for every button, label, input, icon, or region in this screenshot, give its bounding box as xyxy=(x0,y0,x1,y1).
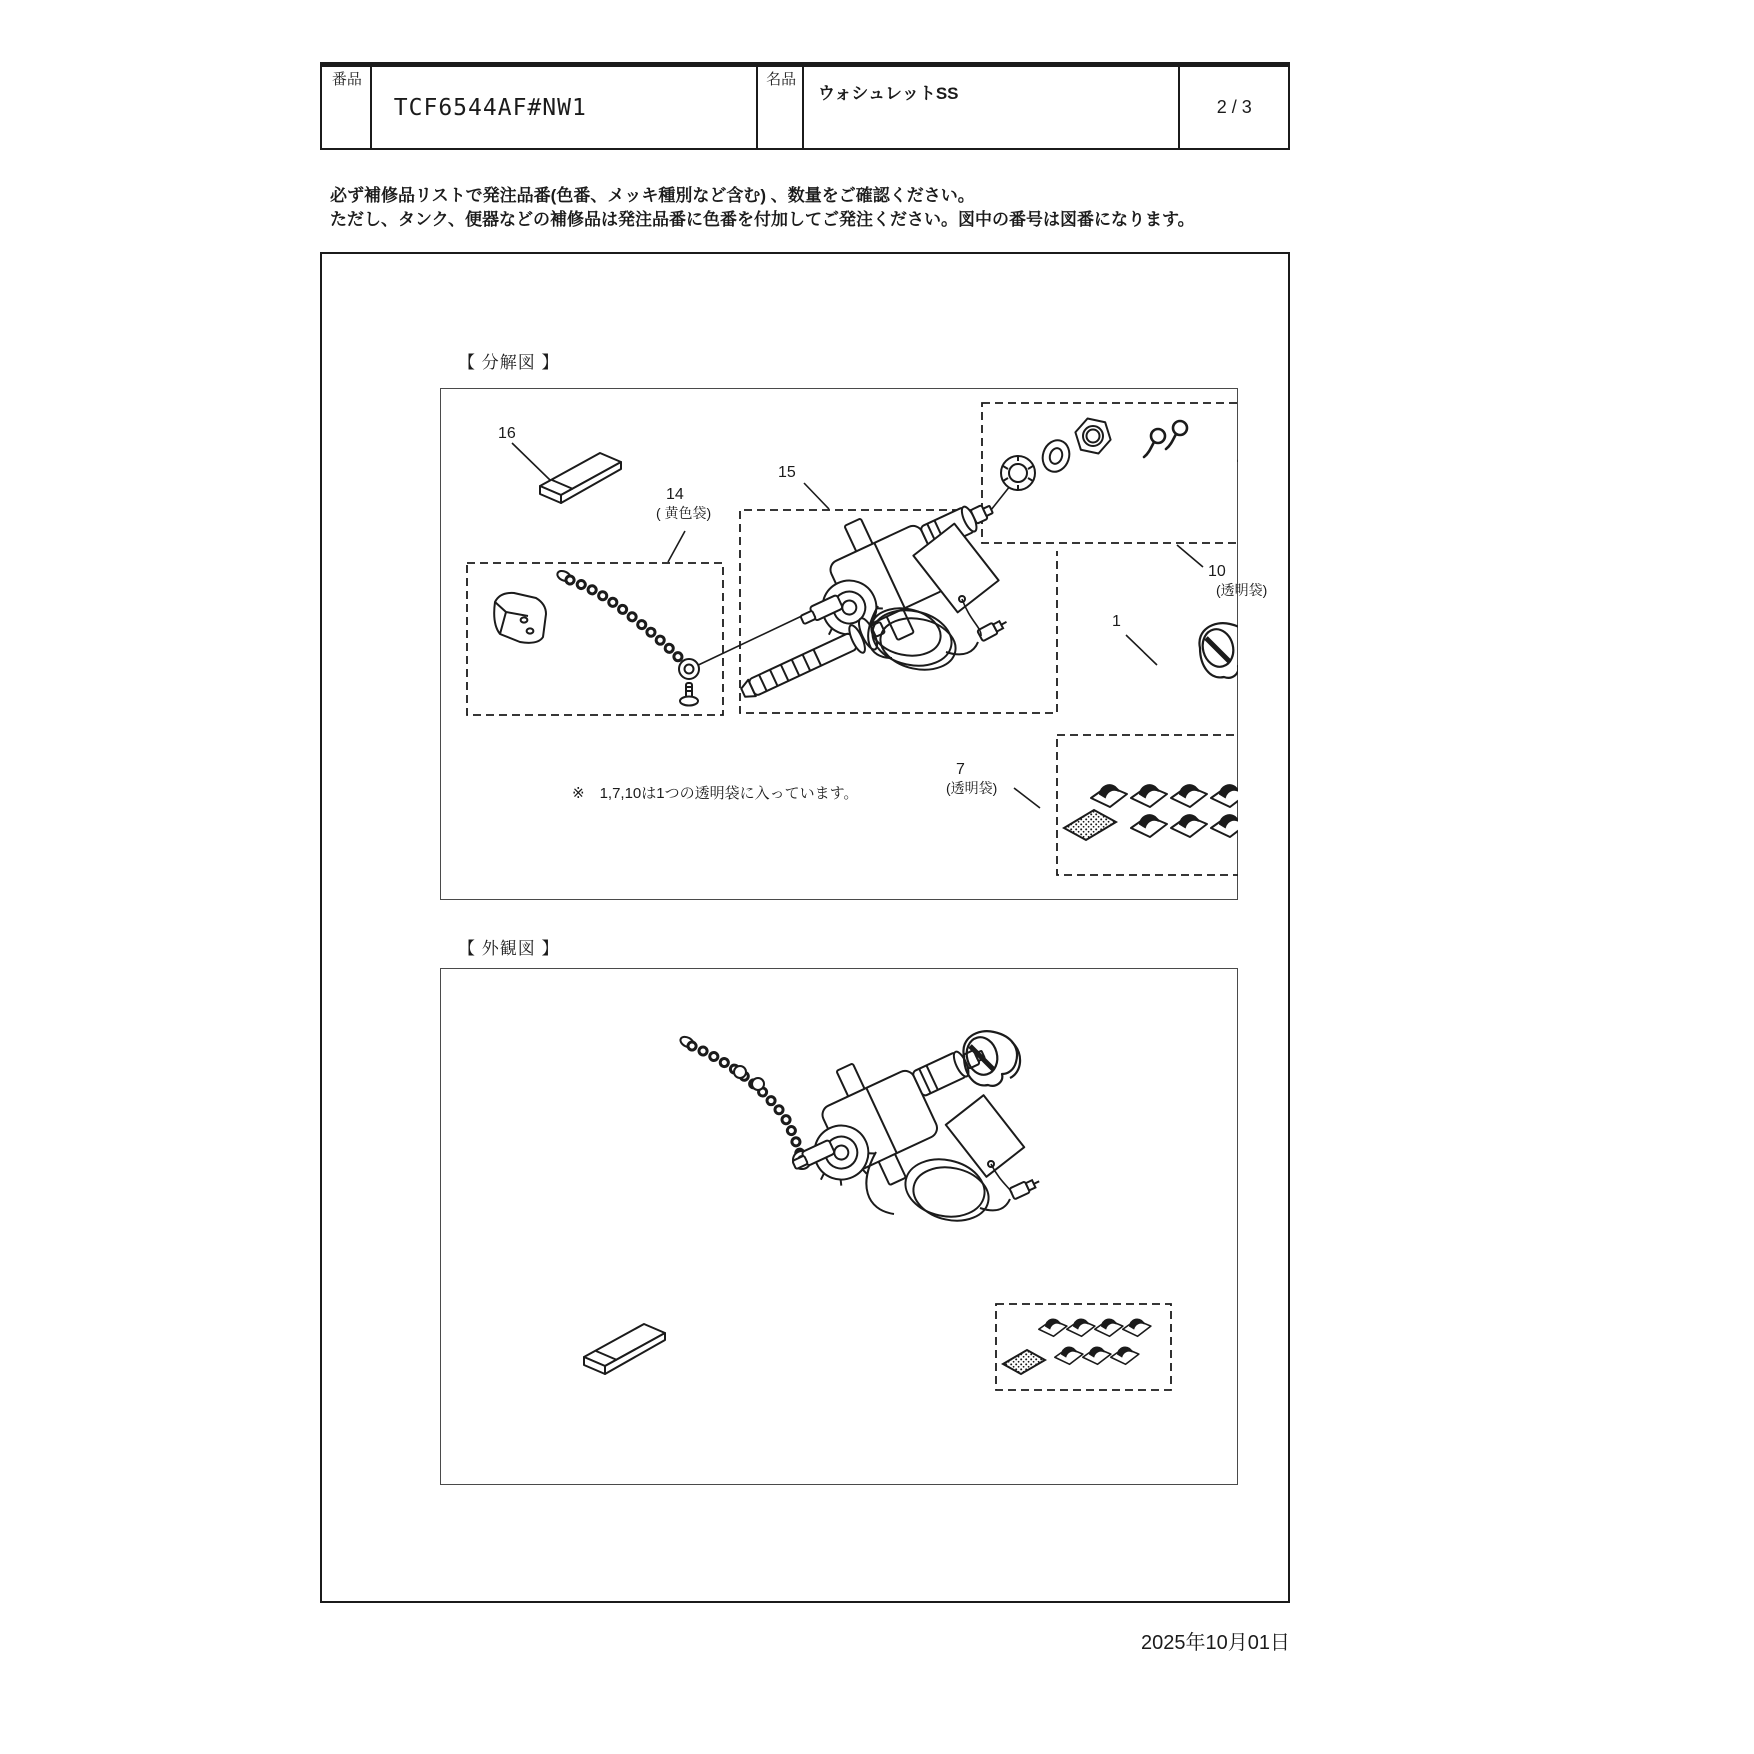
part14-chain xyxy=(556,569,699,679)
callout-14-number: 14 xyxy=(666,486,684,503)
part7-plate xyxy=(1064,810,1116,840)
product-name-label: 品名 xyxy=(764,71,797,116)
part7-clip xyxy=(1171,815,1207,837)
external-bag-dashed-box xyxy=(996,1304,1171,1390)
part14-screw xyxy=(680,683,698,706)
callout-7-number: 7 xyxy=(956,761,965,778)
leader-7 xyxy=(1014,788,1040,808)
callout-16: 16 xyxy=(498,425,516,442)
order-notice-line1: 必ず補修品リストで発注品番(色番、メッキ種別など含む) 、数量をご確認ください。 xyxy=(330,186,975,205)
part14-cube xyxy=(494,593,546,643)
external-clip xyxy=(1111,1347,1139,1364)
part16-strip xyxy=(540,453,621,503)
page-indicator: 2 / 3 xyxy=(1178,67,1288,148)
external-clip xyxy=(1083,1347,1111,1364)
order-notice xyxy=(330,184,1195,232)
external-clip xyxy=(1095,1319,1123,1336)
leader-14 xyxy=(668,531,685,562)
callout-1: 1 xyxy=(1112,613,1121,630)
part-number-value: TCF6544AF#NW1 xyxy=(370,67,756,148)
leader-1 xyxy=(1126,635,1157,665)
leader-15 xyxy=(804,483,829,509)
external-plate xyxy=(1003,1350,1045,1374)
external-clip xyxy=(1055,1347,1083,1364)
part7-clip xyxy=(1211,815,1238,837)
header-table xyxy=(320,62,1290,150)
part10-nut xyxy=(1072,417,1114,456)
assembled-chain xyxy=(679,1035,811,1169)
callout-14-bag: ( 黄色袋) xyxy=(656,505,712,521)
external-clip xyxy=(1067,1319,1095,1336)
callout-10-bag: (透明袋) xyxy=(1216,582,1268,598)
exploded-view-diagram xyxy=(440,388,1238,900)
part-number-label-cell xyxy=(322,67,370,148)
order-notice-line2: ただし、タンク、便器などの補修品は発注品番に色番を付加してご発注ください。図中の番号は図番になります。 xyxy=(330,210,1195,229)
part10-pins xyxy=(1144,421,1187,457)
callout-7 xyxy=(946,760,997,798)
external-clip xyxy=(1123,1319,1151,1336)
part7-clip xyxy=(1211,785,1238,807)
product-name-value: ウォシュレットSS xyxy=(802,67,1178,148)
callout-10-number: 10 xyxy=(1208,563,1226,580)
part7-clip xyxy=(1171,785,1207,807)
part10-washer xyxy=(1039,437,1074,475)
part7-clip xyxy=(1091,785,1127,807)
assembled-plug xyxy=(1009,1176,1041,1200)
leader-16 xyxy=(512,443,550,480)
leader-10 xyxy=(1177,545,1203,567)
external-clip xyxy=(1039,1319,1067,1336)
part10-lock-washer xyxy=(1001,456,1035,490)
callout-7-bag: (透明袋) xyxy=(946,780,998,796)
part10-screw xyxy=(1236,452,1238,480)
callout-10 xyxy=(1208,562,1267,600)
external-view-diagram xyxy=(440,968,1238,1485)
product-name-label-cell xyxy=(756,67,802,148)
part15-pipe xyxy=(736,612,890,708)
assembled-tag xyxy=(946,1095,1024,1193)
part7-clip xyxy=(1131,815,1167,837)
callout-14 xyxy=(656,485,711,523)
callout-15: 15 xyxy=(778,464,796,481)
external-strip xyxy=(584,1324,665,1374)
part-number-label: 品番 xyxy=(329,71,362,116)
external-view-title: 【 外観図 】 xyxy=(458,939,560,958)
bag-note: ※ 1,7,10は1つの透明袋に入っています。 xyxy=(572,785,859,802)
exploded-view-title: 【 分解図 】 xyxy=(458,353,560,372)
part7-clip xyxy=(1131,785,1167,807)
part1-knob xyxy=(1199,623,1238,678)
part15-plug xyxy=(977,617,1009,642)
revision-date: 2025年10月01日 xyxy=(1141,1632,1290,1654)
